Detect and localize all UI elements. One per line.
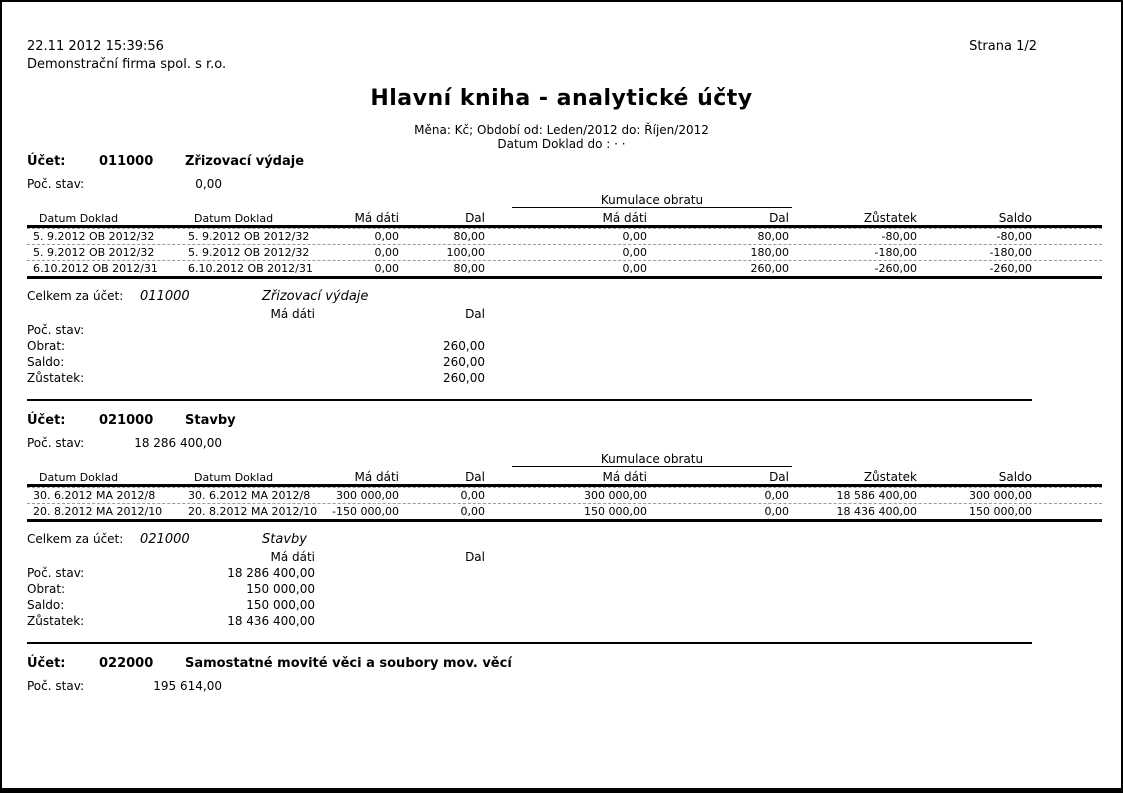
account-section-021000 <box>27 413 1102 644</box>
summary-row <box>27 582 1102 598</box>
section-divider <box>27 399 1032 401</box>
initial-balance-line <box>27 177 1102 193</box>
summary-ma-dati-value <box>187 339 315 355</box>
initial-balance-line <box>27 679 1102 695</box>
ledger-cell: 30. 6.2012 MA 2012/8 <box>33 489 156 502</box>
ledger-cell: 0,00 <box>764 505 789 518</box>
col-header-ma-dati: Má dáti <box>354 470 399 484</box>
ledger-cell: 30. 6.2012 MA 2012/8 <box>188 489 311 502</box>
initial-balance-value: 18 286 400,00 <box>134 436 222 450</box>
total-for-account-label: Celkem za účet: <box>27 532 124 546</box>
ledger-row <box>27 228 1102 244</box>
account-label: Účet: <box>27 154 66 169</box>
summary-col-filler <box>485 550 1102 566</box>
ledger-cell: 0,00 <box>374 230 399 243</box>
summary-column-headers <box>27 550 1102 566</box>
account-label: Účet: <box>27 656 66 671</box>
col-header-datum-doklad-1: Datum Doklad <box>39 471 119 484</box>
account-label: Účet: <box>27 413 66 428</box>
summary-ma-dati-value: 18 436 400,00 <box>227 614 315 628</box>
ledger-cell: 18 586 400,00 <box>836 489 917 502</box>
ledger-cell: 80,00 <box>453 262 485 275</box>
account-name: Stavby <box>185 413 236 428</box>
summary-ma-dati-value: 150 000,00 <box>246 582 315 596</box>
ledger-cell: 300 000,00 <box>969 489 1032 502</box>
summary-row <box>27 339 1102 355</box>
account-section-022000 <box>27 656 1102 695</box>
col-header-ma-dati: Má dáti <box>354 211 399 225</box>
account-section-011000 <box>27 154 1102 401</box>
summary-account-number: 011000 <box>140 289 190 304</box>
account-name: Zřizovací výdaje <box>185 154 305 169</box>
summary-dal-value <box>315 582 485 598</box>
account-header <box>27 154 1102 171</box>
company-name: Demonstrační firma spol. s r.o. <box>27 57 227 72</box>
ledger-cell: 5. 9.2012 OB 2012/32 <box>188 230 310 243</box>
page-number: Strana 1/2 <box>969 39 1037 54</box>
summary-row-label: Zůstatek: <box>27 614 85 628</box>
ledger-cell: 150 000,00 <box>584 505 647 518</box>
account-number: 022000 <box>99 656 154 671</box>
kumulace-row <box>27 452 1102 467</box>
ledger-cell: 0,00 <box>460 489 485 502</box>
ledger-cell: 80,00 <box>757 230 789 243</box>
summary-ma-dati-value <box>187 371 315 387</box>
ledger-cell: 6.10.2012 OB 2012/31 <box>188 262 313 275</box>
summary-dal-value: 260,00 <box>443 339 485 353</box>
summary-dal-value: 260,00 <box>443 371 485 385</box>
col-header-datum-doklad-2: Datum Doklad <box>194 212 274 225</box>
summary-row-label: Saldo: <box>27 355 65 369</box>
total-for-account-label: Celkem za účet: <box>27 289 124 303</box>
col-header-dal: Dal <box>465 211 485 225</box>
kumulace-obratu-label: Kumulace obratu <box>512 193 792 208</box>
ledger-cell: 300 000,00 <box>584 489 647 502</box>
col-header-zustatek: Zůstatek <box>863 211 917 225</box>
summary-row <box>27 614 1102 630</box>
report-body <box>27 154 1102 695</box>
account-summary <box>27 289 1102 387</box>
ledger-cell: 0,00 <box>622 246 647 259</box>
ledger-cell: 0,00 <box>764 489 789 502</box>
table-body <box>27 225 1102 279</box>
ledger-cell: 0,00 <box>374 246 399 259</box>
ledger-cell: -180,00 <box>874 246 917 259</box>
col-header-kum-ma-dati: Má dáti <box>602 470 647 484</box>
ledger-cell: -80,00 <box>996 230 1032 243</box>
summary-dal-value <box>315 598 485 614</box>
ledger-row <box>27 260 1102 276</box>
summary-dal-value: 260,00 <box>443 355 485 369</box>
table-header-row <box>27 208 1102 225</box>
summary-row-label: Poč. stav: <box>27 323 85 337</box>
summary-ma-dati-value: 18 286 400,00 <box>227 566 315 580</box>
ledger-row <box>27 244 1102 260</box>
summary-row-filler <box>485 355 1102 371</box>
col-header-kum-ma-dati: Má dáti <box>602 211 647 225</box>
summary-col-ma-dati: Má dáti <box>270 550 315 564</box>
ledger-cell: 5. 9.2012 OB 2012/32 <box>188 246 310 259</box>
ledger-row <box>27 487 1102 503</box>
summary-body <box>27 323 1102 387</box>
ledger-cell: 20. 8.2012 MA 2012/10 <box>188 505 318 518</box>
table-header-row <box>27 467 1102 484</box>
summary-ma-dati-value: 150 000,00 <box>246 598 315 612</box>
ledger-table <box>27 193 1102 279</box>
ledger-cell: -180,00 <box>989 246 1032 259</box>
summary-row-label: Poč. stav: <box>27 566 85 580</box>
col-header-zustatek: Zůstatek <box>863 470 917 484</box>
col-header-dal: Dal <box>465 470 485 484</box>
initial-balance-line <box>27 436 1102 452</box>
summary-row <box>27 355 1102 371</box>
summary-row <box>27 323 1102 339</box>
summary-row-filler <box>485 582 1102 598</box>
ledger-cell: 6.10.2012 OB 2012/31 <box>33 262 158 275</box>
summary-dal-value <box>315 614 485 630</box>
summary-row-label: Obrat: <box>27 582 66 596</box>
summary-row-label: Saldo: <box>27 598 65 612</box>
ledger-cell: 0,00 <box>622 230 647 243</box>
summary-dal-value <box>315 566 485 582</box>
summary-column-headers <box>27 307 1102 323</box>
account-name: Samostatné movité věci a soubory mov. věcí <box>185 656 512 671</box>
report-subtitle-doc-date: Datum Doklad do : · · <box>497 137 626 151</box>
col-header-kum-dal: Dal <box>769 211 789 225</box>
ledger-cell: 100,00 <box>446 246 485 259</box>
initial-balance-value: 0,00 <box>195 177 222 191</box>
ledger-cell: 18 436 400,00 <box>836 505 917 518</box>
account-summary <box>27 532 1102 630</box>
kumulace-row <box>27 193 1102 208</box>
summary-row <box>27 371 1102 387</box>
summary-ma-dati-value <box>187 355 315 371</box>
summary-row-filler <box>485 566 1102 582</box>
initial-balance-label: Poč. stav: <box>27 436 85 450</box>
summary-row-filler <box>485 323 1102 339</box>
section-divider <box>27 642 1032 644</box>
initial-balance-label: Poč. stav: <box>27 679 85 693</box>
ledger-cell: 300 000,00 <box>336 489 399 502</box>
account-header <box>27 656 1102 673</box>
ledger-table <box>27 452 1102 522</box>
summary-col-dal: Dal <box>465 307 485 321</box>
kumulace-obratu-label: Kumulace obratu <box>512 452 792 467</box>
initial-balance-label: Poč. stav: <box>27 177 85 191</box>
summary-account-number: 021000 <box>140 532 190 547</box>
ledger-cell: 0,00 <box>460 505 485 518</box>
summary-col-dal: Dal <box>465 550 485 564</box>
ledger-cell: 0,00 <box>374 262 399 275</box>
account-number: 011000 <box>99 154 154 169</box>
summary-row-label: Obrat: <box>27 339 66 353</box>
report-datetime: 22.11 2012 15:39:56 <box>27 39 164 54</box>
ledger-cell: 5. 9.2012 OB 2012/32 <box>33 246 155 259</box>
summary-row-filler <box>485 598 1102 614</box>
ledger-cell: -260,00 <box>989 262 1032 275</box>
ledger-cell: 150 000,00 <box>969 505 1032 518</box>
summary-dal-value <box>315 323 485 339</box>
ledger-cell: 260,00 <box>750 262 789 275</box>
col-header-saldo: Saldo <box>998 470 1032 484</box>
summary-col-spacer <box>27 307 187 323</box>
ledger-row <box>27 503 1102 519</box>
summary-row-filler <box>485 614 1102 630</box>
account-number: 021000 <box>99 413 154 428</box>
ledger-cell: -150 000,00 <box>332 505 399 518</box>
summary-col-ma-dati: Má dáti <box>270 307 315 321</box>
ledger-cell: -260,00 <box>874 262 917 275</box>
account-header <box>27 413 1102 430</box>
ledger-cell: 20. 8.2012 MA 2012/10 <box>33 505 163 518</box>
summary-row <box>27 566 1102 582</box>
summary-body <box>27 566 1102 630</box>
summary-account-name: Zřizovací výdaje <box>262 289 369 304</box>
report-title: Hlavní kniha - analytické účty <box>370 86 753 111</box>
ledger-cell: -80,00 <box>881 230 917 243</box>
summary-row-filler <box>485 339 1102 355</box>
ledger-cell: 0,00 <box>622 262 647 275</box>
ledger-cell: 180,00 <box>750 246 789 259</box>
col-header-kum-dal: Dal <box>769 470 789 484</box>
ledger-cell: 80,00 <box>453 230 485 243</box>
table-body <box>27 484 1102 522</box>
initial-balance-value: 195 614,00 <box>153 679 222 693</box>
ledger-cell: 5. 9.2012 OB 2012/32 <box>33 230 155 243</box>
col-header-datum-doklad-2: Datum Doklad <box>194 471 274 484</box>
summary-col-spacer <box>27 550 187 566</box>
summary-row-filler <box>485 371 1102 387</box>
summary-header <box>27 289 1102 307</box>
summary-row <box>27 598 1102 614</box>
report-subtitle-currency-period: Měna: Kč; Období od: Leden/2012 do: Říjen/2012 <box>414 123 709 137</box>
summary-header <box>27 532 1102 550</box>
summary-row-label: Zůstatek: <box>27 371 85 385</box>
summary-account-name: Stavby <box>262 532 307 547</box>
col-header-datum-doklad-1: Datum Doklad <box>39 212 119 225</box>
summary-ma-dati-value <box>187 323 315 339</box>
summary-col-filler <box>485 307 1102 323</box>
col-header-saldo: Saldo <box>998 211 1032 225</box>
